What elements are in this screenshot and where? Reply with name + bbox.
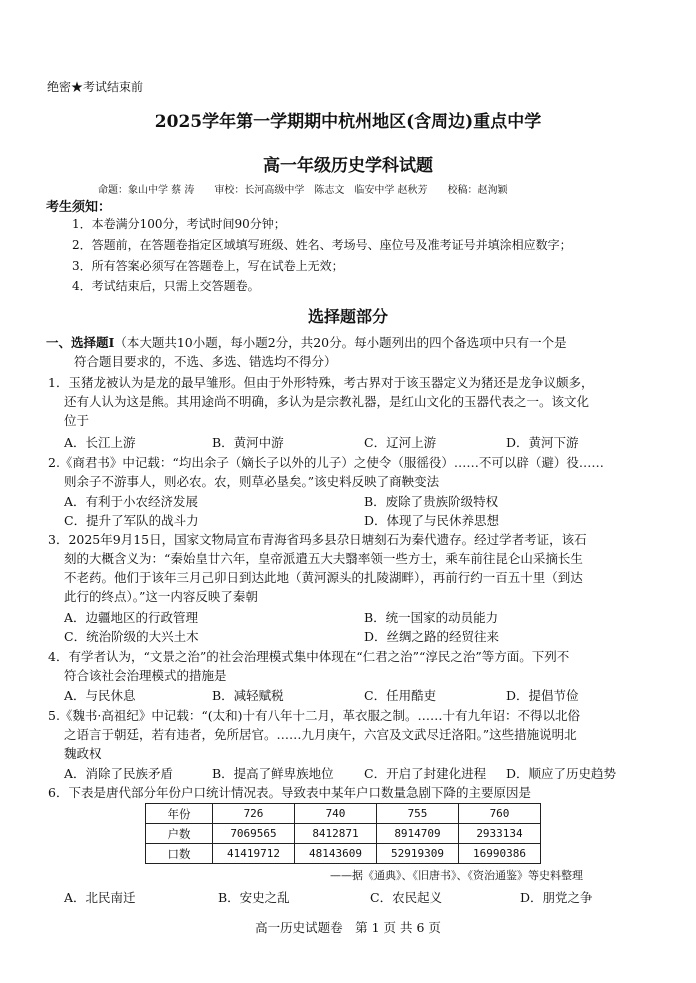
notice-item: 4．考试结束后，只需上交答题卷。 bbox=[72, 279, 260, 293]
table-cell: 2933134 bbox=[459, 824, 541, 844]
q2-option-b: B．废除了贵族阶级特权 bbox=[364, 494, 499, 509]
notice-item: 1．本卷满分100分，考试时间90分钟； bbox=[72, 217, 286, 231]
question-3-line: 刻的大概含义为：“秦始皇廿六年，皇帝派遣五大夫翳率领一些方士，乘车前往昆仑山采摘长生 bbox=[64, 551, 583, 566]
notice-title: 考生须知： bbox=[46, 200, 112, 215]
question-3-line: 此行的终点）。”这一内容反映了秦朝 bbox=[64, 589, 258, 604]
question-5-line: 5.《魏书·高祖纪》中记载：“(太和)十有八年十二月，革衣服之制。……十有九年诏：不得以北俗 bbox=[48, 708, 581, 723]
table-row bbox=[146, 844, 541, 864]
question-3-line: 3．2025年9月15日，国家文物局宣布青海省玛多县尕日塘刻石为秦代遗存。经过学者考证，该石 bbox=[48, 532, 587, 547]
table-cell: 52919309 bbox=[377, 844, 459, 864]
question-1-line: 1．玉猪龙被认为是龙的最早雏形。但由于外形特殊，考古界对于该玉器定义为猪还是龙争议颇多， bbox=[48, 375, 594, 390]
question-3-line: 不老药。他们于该年三月己卯日到达此地（黄河源头的扎陵湖畔），再前行约一百五十里（到达 bbox=[64, 570, 583, 585]
table-row bbox=[146, 804, 541, 824]
table-header-households: 户数 bbox=[146, 824, 213, 844]
table-cell: 726 bbox=[213, 804, 295, 824]
table-row bbox=[146, 824, 541, 844]
q5-option-a: A．消除了民族矛盾 bbox=[64, 766, 174, 781]
part-label: 一、选择题Ⅰ bbox=[46, 335, 115, 350]
table-header-population: 口数 bbox=[146, 844, 213, 864]
credits-line: 命题：象山中学 蔡 涛 审校：长河高级中学 陈志文 临安中学 赵秋芳 校稿：赵洵颖 bbox=[98, 185, 508, 196]
question-4-line: 4．有学者认为，“文景之治”的社会治理模式集中体现在“仁君之治”“淳民之治”等方面。下列不 bbox=[48, 649, 570, 664]
part-desc: （本大题共10小题，每小题2分，共20分。每小题列出的四个备选项中只有一个是 bbox=[114, 335, 567, 350]
page-footer: 高一历史试题卷 第 1 页 共 6 页 bbox=[255, 920, 441, 935]
notice-item: 2．答题前，在答题卷指定区域填写班级、姓名、考场号、座位号及准考证号并填涂相应数字； bbox=[72, 238, 572, 252]
table-header-year: 年份 bbox=[146, 804, 213, 824]
q5-option-b: B．提高了鲜卑族地位 bbox=[212, 766, 334, 781]
question-1-line: 还有人认为这是熊。其用途尚不明确，多认为是宗教礼器，是红山文化的玉器代表之一。该文化 bbox=[64, 394, 590, 409]
population-table bbox=[145, 803, 541, 864]
confidential-label: 绝密★考试结束前 bbox=[47, 80, 144, 94]
question-2-line: 2.《商君书》中记载：“均出余子（嫡长子以外的儿子）之使令（服徭役）……不可以辟（避）役…… bbox=[48, 455, 604, 470]
q4-option-d: D．提倡节俭 bbox=[506, 688, 579, 703]
part-heading bbox=[46, 333, 567, 352]
q3-option-d: D．丝绸之路的经贸往来 bbox=[364, 629, 500, 644]
q1-option-a: A．长江上游 bbox=[64, 435, 136, 450]
q1-option-b: B．黄河中游 bbox=[212, 435, 284, 450]
exam-title: 2025学年第一学期期中杭州地区(含周边)重点中学 bbox=[154, 112, 542, 132]
table-cell: 48143609 bbox=[295, 844, 377, 864]
table-source: ——据《通典》、《旧唐书》、《资治通鉴》等史料整理 bbox=[330, 869, 583, 882]
question-4-line: 符合该社会治理模式的措施是 bbox=[64, 668, 227, 683]
q5-option-c: C．开启了封建化进程 bbox=[364, 766, 487, 781]
table-cell: 8412871 bbox=[295, 824, 377, 844]
table-cell: 7069565 bbox=[213, 824, 295, 844]
table-cell: 740 bbox=[295, 804, 377, 824]
q2-option-c: C．提升了军队的战斗力 bbox=[64, 513, 199, 528]
table-cell: 755 bbox=[377, 804, 459, 824]
q1-option-d: D．黄河下游 bbox=[506, 435, 579, 450]
q6-option-b: B．安史之乱 bbox=[218, 890, 290, 905]
notice-item: 3．所有答案必须写在答题卷上，写在试卷上无效； bbox=[72, 259, 344, 273]
question-6-line: 6．下表是唐代部分年份户口统计情况表。导致表中某年户口数量急剧下降的主要原因是 bbox=[48, 785, 531, 800]
q5-option-d: D．顺应了历史趋势 bbox=[506, 766, 617, 781]
question-5-line: 魏政权 bbox=[64, 746, 102, 761]
q6-option-a: A．北民南迁 bbox=[64, 890, 136, 905]
question-1-line: 位于 bbox=[64, 413, 90, 428]
part-desc-cont: 符合题目要求的，不选、多选、错选均不得分） bbox=[74, 354, 337, 369]
question-2-line: 则余子不游事人，则必农。农，则草必垦矣。”该史料反映了商鞅变法 bbox=[64, 474, 440, 489]
table-cell: 41419712 bbox=[213, 844, 295, 864]
section-title: 选择题部分 bbox=[307, 307, 388, 326]
table-cell: 16990386 bbox=[459, 844, 541, 864]
q3-option-c: C．统治阶级的大兴土木 bbox=[64, 629, 199, 644]
q2-option-a: A．有利于小农经济发展 bbox=[64, 494, 199, 509]
q2-option-d: D．体现了与民休养思想 bbox=[364, 513, 500, 528]
q4-option-b: B．减轻赋税 bbox=[212, 688, 284, 703]
q3-option-b: B．统一国家的动员能力 bbox=[364, 610, 499, 625]
exam-subtitle: 高一年级历史学科试题 bbox=[263, 156, 433, 176]
q1-option-c: C．辽河上游 bbox=[364, 435, 437, 450]
q6-option-c: C．农民起义 bbox=[370, 890, 443, 905]
q3-option-a: A．边疆地区的行政管理 bbox=[64, 610, 199, 625]
table-cell: 8914709 bbox=[377, 824, 459, 844]
q4-option-a: A．与民休息 bbox=[64, 688, 136, 703]
q6-option-d: D．朋党之争 bbox=[520, 890, 593, 905]
question-5-line: 之语言于朝廷，若有违者，免所居官。……九月庚午，六宫及文武尽迁洛阳。”这些措施说明北 bbox=[64, 727, 577, 742]
table-cell: 760 bbox=[459, 804, 541, 824]
q4-option-c: C．任用酷吏 bbox=[364, 688, 437, 703]
